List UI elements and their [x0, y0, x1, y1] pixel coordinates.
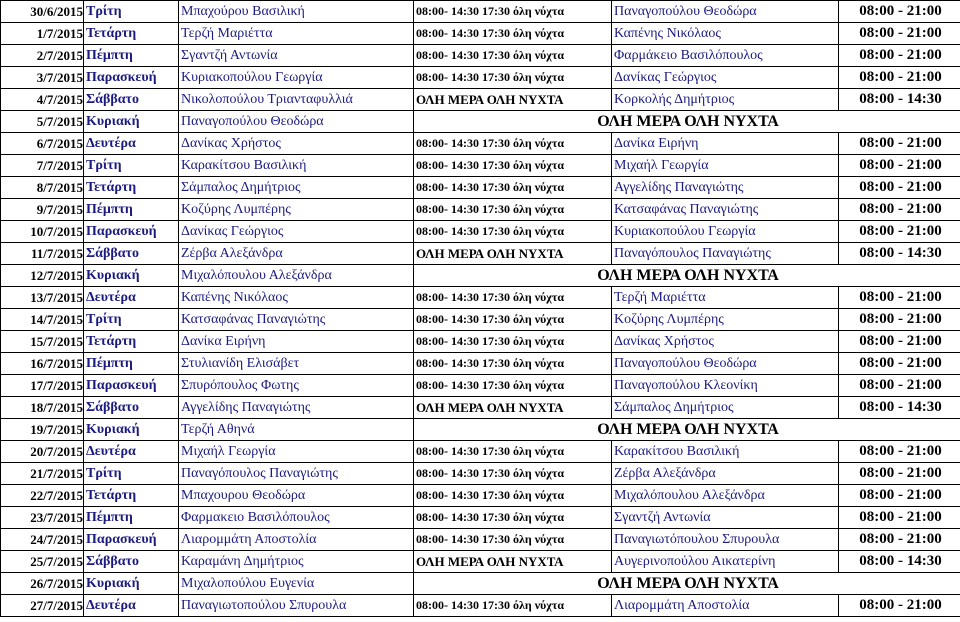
table-row: [1, 89, 960, 111]
all-day-night-cell: ΟΛΗ ΜΕΡΑ ΟΛΗ ΝΥΧΤΑ: [414, 573, 960, 595]
opening-hours-cell: 08:00 - 14:30: [839, 397, 960, 419]
opening-hours-cell: 08:00 - 21:00: [839, 221, 960, 243]
date-cell: 21/7/2015: [1, 463, 84, 485]
opening-hours-cell: 08:00 - 14:30: [839, 551, 960, 573]
opening-hours-cell: 08:00 - 21:00: [839, 45, 960, 67]
opening-hours-cell: 08:00 - 21:00: [839, 441, 960, 463]
pharmacist-name-cell: Μιχαήλ Γεωργία: [179, 441, 414, 463]
date-cell: 10/7/2015: [1, 221, 84, 243]
table-row: [1, 45, 960, 67]
second-pharmacist-cell: Αυγερινοπούλου Αικατερίνη: [612, 551, 839, 573]
duty-hours-cell: 08:00- 14:30 17:30 όλη νύχτα: [414, 287, 612, 309]
second-pharmacist-cell: Δανίκα Ειρήνη: [612, 133, 839, 155]
date-cell: 4/7/2015: [1, 89, 84, 111]
date-cell: 15/7/2015: [1, 331, 84, 353]
weekday-cell: Πέμπτη: [84, 353, 179, 375]
date-cell: 5/7/2015: [1, 111, 84, 133]
opening-hours-cell: 08:00 - 21:00: [839, 177, 960, 199]
duty-hours-cell: 08:00- 14:30 17:30 όλη νύχτα: [414, 221, 612, 243]
weekday-cell: Τρίτη: [84, 309, 179, 331]
date-cell: 17/7/2015: [1, 375, 84, 397]
opening-hours-cell: 08:00 - 21:00: [839, 353, 960, 375]
second-pharmacist-cell: Καπένης Νικόλαος: [612, 23, 839, 45]
pharmacist-name-cell: Στυλιανίδη Ελισάβετ: [179, 353, 414, 375]
date-cell: 20/7/2015: [1, 441, 84, 463]
duty-hours-cell: 08:00- 14:30 17:30 όλη νύχτα: [414, 441, 612, 463]
table-row: [1, 199, 960, 221]
pharmacist-name-cell: Κοζύρης Λυμπέρης: [179, 199, 414, 221]
table-row: [1, 375, 960, 397]
opening-hours-cell: 08:00 - 21:00: [839, 67, 960, 89]
opening-hours-cell: 08:00 - 14:30: [839, 89, 960, 111]
table-row: [1, 133, 960, 155]
duty-hours-cell: 08:00- 14:30 17:30 όλη νύχτα: [414, 199, 612, 221]
weekday-cell: Τετάρτη: [84, 331, 179, 353]
pharmacist-name-cell: Μπαχούρου Βασιλική: [179, 1, 414, 23]
pharmacist-name-cell: Νικολοπούλου Τριανταφυλλιά: [179, 89, 414, 111]
pharmacist-name-cell: Φαρμακειο Βασιλόπουλος: [179, 507, 414, 529]
weekday-cell: Παρασκευή: [84, 67, 179, 89]
duty-hours-cell: 08:00- 14:30 17:30 όλη νύχτα: [414, 1, 612, 23]
weekday-cell: Τετάρτη: [84, 177, 179, 199]
second-pharmacist-cell: Παναγιωτόπουλου Σπυρουλα: [612, 529, 839, 551]
opening-hours-cell: 08:00 - 21:00: [839, 1, 960, 23]
pharmacist-name-cell: Καπένης Νικόλαος: [179, 287, 414, 309]
duty-hours-cell: 08:00- 14:30 17:30 όλη νύχτα: [414, 23, 612, 45]
weekday-cell: Σάββατο: [84, 89, 179, 111]
opening-hours-cell: 08:00 - 21:00: [839, 309, 960, 331]
date-cell: 8/7/2015: [1, 177, 84, 199]
opening-hours-cell: 08:00 - 21:00: [839, 23, 960, 45]
second-pharmacist-cell: Ζέρβα Αλεξάνδρα: [612, 463, 839, 485]
duty-hours-cell: 08:00- 14:30 17:30 όλη νύχτα: [414, 45, 612, 67]
opening-hours-cell: 08:00 - 21:00: [839, 133, 960, 155]
duty-hours-cell: 08:00- 14:30 17:30 όλη νύχτα: [414, 67, 612, 89]
pharmacist-name-cell: Σγαντζή Αντωνία: [179, 45, 414, 67]
weekday-cell: Τετάρτη: [84, 485, 179, 507]
table-row: [1, 67, 960, 89]
weekday-cell: Σάββατο: [84, 551, 179, 573]
weekday-cell: Παρασκευή: [84, 529, 179, 551]
opening-hours-cell: 08:00 - 21:00: [839, 595, 960, 617]
weekday-cell: Κυριακή: [84, 573, 179, 595]
second-pharmacist-cell: Παναγόπουλος Παναγιώτης: [612, 243, 839, 265]
table-row: [1, 573, 960, 595]
pharmacist-name-cell: Μιχαλοπούλου Ευγενία: [179, 573, 414, 595]
second-pharmacist-cell: Κυριακοπούλου Γεωργία: [612, 221, 839, 243]
table-row: [1, 265, 960, 287]
pharmacist-name-cell: Δανίκας Χρήστος: [179, 133, 414, 155]
pharmacist-name-cell: Μιχαλόπουλου Αλεξάνδρα: [179, 265, 414, 287]
pharmacist-name-cell: Αγγελίδης Παναγιώτης: [179, 397, 414, 419]
weekday-cell: Τρίτη: [84, 155, 179, 177]
weekday-cell: Παρασκευή: [84, 375, 179, 397]
second-pharmacist-cell: Κατσαφάνας Παναγιώτης: [612, 199, 839, 221]
pharmacist-name-cell: Καραμάνη Δημήτριος: [179, 551, 414, 573]
table-row: [1, 287, 960, 309]
pharmacist-name-cell: Δανίκα Ειρήνη: [179, 331, 414, 353]
date-cell: 30/6/2015: [1, 1, 84, 23]
table-row: [1, 529, 960, 551]
second-pharmacist-cell: Αγγελίδης Παναγιώτης: [612, 177, 839, 199]
second-pharmacist-cell: Καρακίτσου Βασιλική: [612, 441, 839, 463]
opening-hours-cell: 08:00 - 21:00: [839, 331, 960, 353]
opening-hours-cell: 08:00 - 21:00: [839, 463, 960, 485]
table-row: [1, 441, 960, 463]
pharmacist-name-cell: Τερζή Μαριέττα: [179, 23, 414, 45]
weekday-cell: Πέμπτη: [84, 45, 179, 67]
pharmacist-name-cell: Δανίκας Γεώργιος: [179, 221, 414, 243]
table-row: [1, 551, 960, 573]
date-cell: 22/7/2015: [1, 485, 84, 507]
duty-hours-cell: ΟΛΗ ΜΕΡΑ ΟΛΗ ΝΥΧΤΑ: [414, 551, 612, 573]
pharmacist-name-cell: Σάμπαλος Δημήτριος: [179, 177, 414, 199]
table-row: [1, 397, 960, 419]
weekday-cell: Κυριακή: [84, 265, 179, 287]
pharmacist-name-cell: Τερζή Αθηνά: [179, 419, 414, 441]
duty-hours-cell: 08:00- 14:30 17:30 όλη νύχτα: [414, 485, 612, 507]
duty-hours-cell: ΟΛΗ ΜΕΡΑ ΟΛΗ ΝΥΧΤΑ: [414, 89, 612, 111]
date-cell: 11/7/2015: [1, 243, 84, 265]
opening-hours-cell: 08:00 - 21:00: [839, 529, 960, 551]
second-pharmacist-cell: Σάμπαλος Δημήτριος: [612, 397, 839, 419]
opening-hours-cell: 08:00 - 21:00: [839, 199, 960, 221]
opening-hours-cell: 08:00 - 21:00: [839, 287, 960, 309]
table-row: [1, 331, 960, 353]
date-cell: 18/7/2015: [1, 397, 84, 419]
duty-hours-cell: ΟΛΗ ΜΕΡΑ ΟΛΗ ΝΥΧΤΑ: [414, 397, 612, 419]
duty-hours-cell: 08:00- 14:30 17:30 όλη νύχτα: [414, 331, 612, 353]
date-cell: 25/7/2015: [1, 551, 84, 573]
weekday-cell: Πέμπτη: [84, 507, 179, 529]
second-pharmacist-cell: Παναγοπούλου Κλεονίκη: [612, 375, 839, 397]
table-row: [1, 419, 960, 441]
table-row: [1, 463, 960, 485]
pharmacist-name-cell: Παναγόπουλος Παναγιώτης: [179, 463, 414, 485]
pharmacist-name-cell: Σπυρόπουλος Φωτης: [179, 375, 414, 397]
second-pharmacist-cell: Μιχαήλ Γεωργία: [612, 155, 839, 177]
duty-hours-cell: 08:00- 14:30 17:30 όλη νύχτα: [414, 353, 612, 375]
date-cell: 1/7/2015: [1, 23, 84, 45]
all-day-night-cell: ΟΛΗ ΜΕΡΑ ΟΛΗ ΝΥΧΤΑ: [414, 265, 960, 287]
date-cell: 6/7/2015: [1, 133, 84, 155]
second-pharmacist-cell: Παναγοπούλου Θεοδώρα: [612, 1, 839, 23]
pharmacist-name-cell: Ζέρβα Αλεξάνδρα: [179, 243, 414, 265]
all-day-night-cell: ΟΛΗ ΜΕΡΑ ΟΛΗ ΝΥΧΤΑ: [414, 419, 960, 441]
pharmacist-name-cell: Κατσαφάνας Παναγιώτης: [179, 309, 414, 331]
table-row: [1, 1, 960, 23]
duty-hours-cell: 08:00- 14:30 17:30 όλη νύχτα: [414, 309, 612, 331]
second-pharmacist-cell: Δανίκας Γεώργιος: [612, 67, 839, 89]
opening-hours-cell: 08:00 - 21:00: [839, 485, 960, 507]
date-cell: 12/7/2015: [1, 265, 84, 287]
date-cell: 27/7/2015: [1, 595, 84, 617]
table-row: [1, 221, 960, 243]
weekday-cell: Σάββατο: [84, 243, 179, 265]
weekday-cell: Πέμπτη: [84, 199, 179, 221]
pharmacist-name-cell: Κυριακοπούλου Γεωργία: [179, 67, 414, 89]
pharmacist-name-cell: Παναγιωτοπούλου Σπυρουλα: [179, 595, 414, 617]
weekday-cell: Δευτέρα: [84, 133, 179, 155]
second-pharmacist-cell: Παναγοπούλου Θεοδώρα: [612, 353, 839, 375]
pharmacist-name-cell: Λιαρομμάτη Αποστολία: [179, 529, 414, 551]
table-row: [1, 507, 960, 529]
date-cell: 9/7/2015: [1, 199, 84, 221]
opening-hours-cell: 08:00 - 14:30: [839, 243, 960, 265]
weekday-cell: Κυριακή: [84, 111, 179, 133]
pharmacist-name-cell: Παναγοπούλου Θεοδώρα: [179, 111, 414, 133]
duty-hours-cell: ΟΛΗ ΜΕΡΑ ΟΛΗ ΝΥΧΤΑ: [414, 243, 612, 265]
second-pharmacist-cell: Κορκολής Δημήτριος: [612, 89, 839, 111]
table-row: [1, 155, 960, 177]
second-pharmacist-cell: Τερζή Μαριέττα: [612, 287, 839, 309]
opening-hours-cell: 08:00 - 21:00: [839, 375, 960, 397]
duty-hours-cell: 08:00- 14:30 17:30 όλη νύχτα: [414, 133, 612, 155]
all-day-night-cell: ΟΛΗ ΜΕΡΑ ΟΛΗ ΝΥΧΤΑ: [414, 111, 960, 133]
date-cell: 13/7/2015: [1, 287, 84, 309]
second-pharmacist-cell: Λιαρομμάτη Αποστολία: [612, 595, 839, 617]
date-cell: 24/7/2015: [1, 529, 84, 551]
weekday-cell: Δευτέρα: [84, 287, 179, 309]
duty-hours-cell: 08:00- 14:30 17:30 όλη νύχτα: [414, 177, 612, 199]
table-row: [1, 23, 960, 45]
duty-hours-cell: 08:00- 14:30 17:30 όλη νύχτα: [414, 529, 612, 551]
date-cell: 26/7/2015: [1, 573, 84, 595]
date-cell: 14/7/2015: [1, 309, 84, 331]
weekday-cell: Τρίτη: [84, 1, 179, 23]
duty-hours-cell: 08:00- 14:30 17:30 όλη νύχτα: [414, 507, 612, 529]
weekday-cell: Κυριακή: [84, 419, 179, 441]
date-cell: 19/7/2015: [1, 419, 84, 441]
pharmacist-name-cell: Καρακίτσου Βασιλική: [179, 155, 414, 177]
table-row: [1, 353, 960, 375]
table-row: [1, 243, 960, 265]
date-cell: 3/7/2015: [1, 67, 84, 89]
duty-table-body: [1, 1, 960, 617]
second-pharmacist-cell: Μιχαλόπουλου Αλεξάνδρα: [612, 485, 839, 507]
weekday-cell: Δευτέρα: [84, 595, 179, 617]
weekday-cell: Δευτέρα: [84, 441, 179, 463]
opening-hours-cell: 08:00 - 21:00: [839, 507, 960, 529]
table-row: [1, 111, 960, 133]
table-row: [1, 177, 960, 199]
date-cell: 2/7/2015: [1, 45, 84, 67]
duty-hours-cell: 08:00- 14:30 17:30 όλη νύχτα: [414, 155, 612, 177]
second-pharmacist-cell: Σγαντζή Αντωνία: [612, 507, 839, 529]
second-pharmacist-cell: Δανίκας Χρήστος: [612, 331, 839, 353]
duty-hours-cell: 08:00- 14:30 17:30 όλη νύχτα: [414, 375, 612, 397]
table-row: [1, 309, 960, 331]
second-pharmacist-cell: Φαρμάκειο Βασιλόπουλος: [612, 45, 839, 67]
weekday-cell: Τετάρτη: [84, 23, 179, 45]
weekday-cell: Τρίτη: [84, 463, 179, 485]
date-cell: 16/7/2015: [1, 353, 84, 375]
weekday-cell: Παρασκευή: [84, 221, 179, 243]
second-pharmacist-cell: Κοζύρης Λυμπέρης: [612, 309, 839, 331]
pharmacist-name-cell: Μπαχουρου Θεοδώρα: [179, 485, 414, 507]
table-row: [1, 485, 960, 507]
table-row: [1, 595, 960, 617]
weekday-cell: Σάββατο: [84, 397, 179, 419]
opening-hours-cell: 08:00 - 21:00: [839, 155, 960, 177]
date-cell: 7/7/2015: [1, 155, 84, 177]
date-cell: 23/7/2015: [1, 507, 84, 529]
duty-hours-cell: 08:00- 14:30 17:30 όλη νύχτα: [414, 463, 612, 485]
duty-hours-cell: 08:00- 14:30 17:30 όλη νύχτα: [414, 595, 612, 617]
